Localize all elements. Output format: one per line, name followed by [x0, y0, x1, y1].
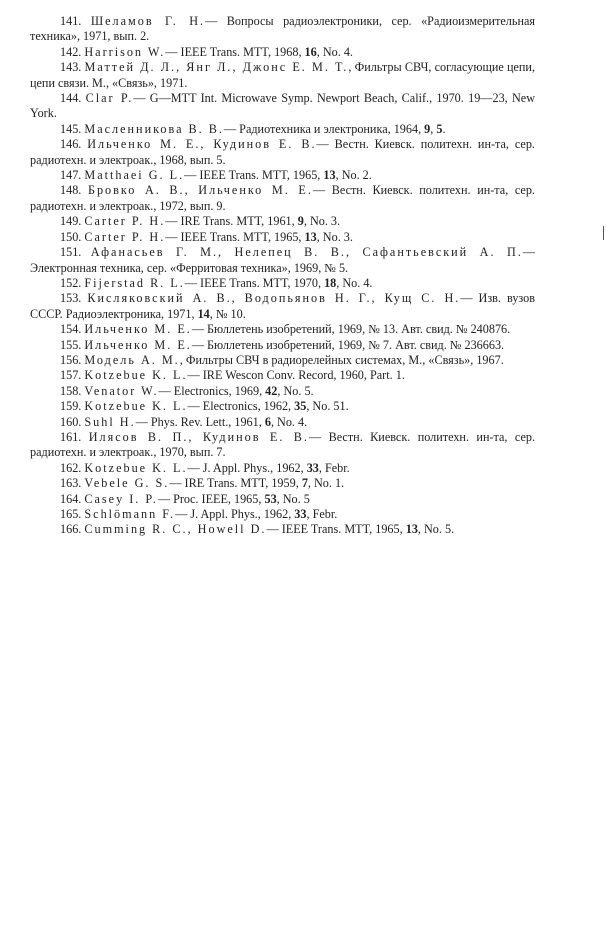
reference-author: Carter P. H.	[84, 229, 166, 244]
reference-text: 156.	[60, 352, 85, 367]
reference-item	[30, 507, 535, 522]
reference-item	[30, 461, 535, 476]
reference-author: Vebele G. S.	[84, 476, 170, 491]
reference-text: — Вестн. Киевск. политехн. ин-та, сер. радиотехн. и электроак., 1968, вып. 5.	[30, 137, 535, 167]
reference-text: — Вестн. Киевск. политехн. ин-та, сер. радиотехн. и электроак., 1970, вып. 7.	[30, 429, 535, 460]
reference-text: — Phys. Rev. Lett., 1961,	[135, 414, 265, 429]
reference-text: 165.	[60, 507, 85, 521]
reference-text: 145.	[60, 121, 85, 136]
reference-author: Cumming R. C., Howell D.	[84, 522, 267, 537]
reference-text: — Proc. IEEE, 1965,	[157, 491, 265, 506]
reference-volume: 35	[294, 399, 307, 414]
margin-mark	[603, 226, 604, 240]
reference-text: 142.	[60, 44, 85, 59]
reference-item	[30, 430, 535, 461]
reference-text: 159.	[60, 399, 85, 414]
reference-text: 164.	[60, 491, 85, 506]
reference-author: Модель А. М.	[84, 352, 180, 367]
reference-text: 152.	[60, 275, 85, 290]
reference-text: , Febr.	[306, 507, 338, 521]
reference-item	[30, 399, 535, 414]
reference-text: , No. 3.	[316, 229, 353, 244]
reference-volume: 42	[265, 383, 278, 398]
reference-text: , No. 4.	[316, 44, 353, 59]
reference-author: Масленникова В. В.	[84, 121, 224, 136]
reference-text: , Фильтры СВЧ, согласующие цепи, цепи связи. М., «Связь», 1971.	[30, 60, 535, 90]
reference-item	[30, 522, 535, 537]
reference-text: , No. 5.	[277, 383, 314, 398]
reference-text: 149.	[60, 214, 85, 229]
reference-author: Clar P.	[85, 91, 134, 106]
reference-text: 163.	[60, 476, 85, 491]
reference-text: — Вестн. Киевск. политехн. ин-та, сер. радиотехн. и электроак., 1972, вып. 9.	[30, 183, 535, 213]
reference-volume: 7	[301, 476, 308, 491]
reference-volume: 13	[304, 229, 317, 244]
reference-item	[30, 322, 535, 337]
reference-item	[30, 60, 535, 91]
reference-text: 158.	[60, 383, 85, 398]
reference-text: 160.	[60, 414, 85, 429]
reference-item	[30, 492, 535, 507]
reference-item	[30, 415, 535, 430]
reference-author: Casey I. P.	[84, 491, 158, 506]
reference-text: , No. 5.	[417, 522, 455, 537]
reference-text: — Электронная техника, сер. «Ферритовая техника», 1969, № 5.	[30, 245, 536, 275]
reference-volume: 16	[304, 44, 317, 59]
reference-author: Ильченко М. Е., Кудинов Е. В.	[87, 137, 317, 152]
reference-text: — IEEE Trans. MTT, 1970,	[184, 275, 325, 290]
reference-author: Ильченко М. Е.	[84, 337, 192, 352]
reference-text: — J. Appl. Phys., 1962,	[187, 460, 307, 475]
reference-text: — IRE Trans. MTT, 1959,	[169, 476, 302, 491]
reference-text: 144.	[60, 91, 86, 106]
reference-author: Илясов В. П., Кудинов Е. В.	[88, 429, 309, 444]
reference-item	[30, 276, 535, 291]
reference-text: 157.	[60, 368, 85, 383]
reference-text: 151.	[60, 245, 91, 260]
reference-volume: 6	[264, 414, 271, 429]
reference-text: 150.	[60, 229, 85, 244]
reference-text: , № 10.	[209, 306, 246, 321]
reference-item	[30, 338, 535, 353]
reference-author: Kotzebue K. L.	[84, 368, 188, 383]
reference-author: Шеламов Г. Н.	[90, 14, 206, 28]
reference-author: Matthaei G. L.	[84, 168, 185, 183]
reference-author: Suhl H.	[84, 414, 136, 429]
reference-text: — IEEE Trans. MTT, 1965,	[165, 229, 305, 244]
reference-text: 141.	[60, 14, 91, 28]
reference-text: — IRE Trans. MTT, 1961,	[165, 214, 298, 229]
reference-text: — Бюллетень изобретений, 1969, № 13. Авт. свид. № 240876.	[191, 322, 511, 337]
reference-text: , No. 1.	[307, 476, 345, 491]
reference-text: 148.	[60, 183, 88, 198]
reference-author: Kotzebue K. L.	[84, 399, 188, 414]
reference-text: , No. 3.	[303, 214, 341, 229]
reference-text: 162.	[60, 460, 85, 475]
reference-item	[30, 91, 535, 122]
reference-author: Ильченко М. Е.	[84, 322, 192, 337]
reference-text: , Фильтры СВЧ в радиорелейных системах, М., «Связь», 1967.	[179, 352, 504, 367]
reference-list	[30, 14, 535, 538]
reference-author: Бровко А. В., Ильченко М. Е.	[87, 183, 313, 198]
reference-item	[30, 384, 535, 399]
reference-volume: 53	[264, 491, 277, 506]
reference-text: , No. 4.	[270, 414, 308, 429]
reference-text: 147.	[60, 168, 85, 183]
reference-item	[30, 368, 535, 383]
reference-text: .	[442, 121, 446, 136]
reference-text: 166.	[60, 522, 85, 537]
reference-author: Carter P. H.	[84, 214, 166, 229]
reference-volume: 13	[323, 168, 336, 183]
reference-volume: 9	[424, 121, 431, 136]
reference-text: — IEEE Trans. MTT, 1965,	[184, 168, 324, 183]
reference-text: — Вопросы радиоэлектроники, сер. «Радиоизмерительная техника», 1971, вып. 2.	[30, 14, 535, 44]
reference-text: 155.	[60, 337, 85, 352]
reference-text: 143.	[60, 60, 85, 75]
reference-text: , No. 4.	[336, 275, 373, 290]
reference-item	[30, 214, 535, 229]
reference-item	[30, 45, 535, 60]
reference-volume: 33	[306, 460, 319, 475]
reference-text: , No. 5	[276, 491, 310, 506]
reference-volume: 13	[405, 522, 418, 537]
reference-text: 153.	[60, 291, 88, 306]
reference-text: — Electronics, 1962,	[187, 399, 295, 414]
reference-author: Schlömann F.	[84, 507, 176, 521]
reference-item	[30, 353, 535, 368]
reference-text: — J. Appl. Phys., 1962,	[175, 507, 295, 521]
reference-author: Маттей Д. Л., Янг Л., Джонс Е. М. Т.	[84, 60, 349, 75]
reference-item	[30, 245, 535, 276]
reference-item	[30, 137, 535, 168]
reference-text: ,	[430, 121, 437, 136]
reference-volume: 18	[324, 275, 337, 290]
reference-author: Афанасьев Г. М., Нелепец В. В., Сафантьевский А. П.	[90, 245, 523, 260]
reference-text: , No. 2.	[335, 168, 372, 183]
reference-volume: 33	[294, 507, 307, 521]
reference-author: Kotzebue K. L.	[84, 460, 188, 475]
reference-text: — Изв. вузов СССР. Радиоэлектроника, 1971,	[30, 291, 536, 321]
reference-author: Fijerstad R. L.	[84, 275, 185, 290]
reference-item	[30, 476, 535, 491]
reference-item	[30, 183, 535, 214]
reference-item	[30, 122, 535, 137]
reference-text: , No. 51.	[306, 399, 349, 414]
reference-author: Harrison W.	[84, 44, 166, 59]
reference-item	[30, 230, 535, 245]
reference-item	[30, 291, 535, 322]
reference-text: 146.	[60, 137, 88, 152]
reference-text: 161.	[60, 429, 89, 444]
reference-author: Venator W.	[84, 383, 159, 398]
reference-text: — Electronics, 1969,	[158, 383, 266, 398]
reference-text: — G—MTT Int. Microwave Symp. Newport Beach, Calif., 1970. 19—23, New York.	[30, 91, 535, 121]
reference-text: — Радиотехника и электроника, 1964,	[223, 121, 425, 136]
reference-author: Кисляковский А. В., Водопьянов Н. Г., Кущ С. Н.	[87, 291, 461, 306]
reference-volume: 9	[297, 214, 304, 229]
reference-text: 154.	[60, 322, 85, 337]
reference-text: — IRE Wescon Conv. Record, 1960, Part. 1.	[187, 368, 405, 383]
reference-item	[30, 14, 535, 45]
reference-text: — IEEE Trans. MTT, 1965,	[266, 522, 406, 537]
reference-volume: 5	[436, 121, 443, 136]
reference-text: — IEEE Trans. MTT, 1968,	[165, 44, 305, 59]
reference-item	[30, 168, 535, 183]
reference-volume: 14	[197, 306, 210, 321]
reference-text: — Бюллетень изобретений, 1969, № 7. Авт. свид. № 236663.	[191, 337, 505, 352]
reference-text: , Febr.	[318, 460, 350, 475]
